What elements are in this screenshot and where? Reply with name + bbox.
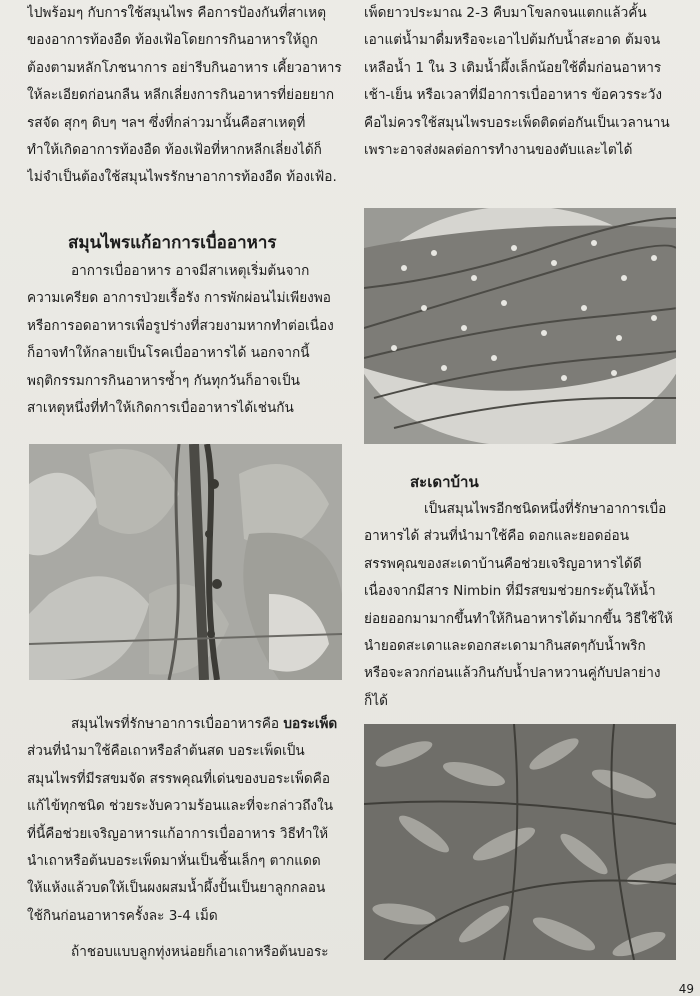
boraphet-vine-photo (29, 444, 342, 680)
text-line: สรรพคุณของสะเดาบ้านคือช่วยเจริญอาหารได้ดี (364, 555, 642, 572)
text-line: เป็นสมุนไพรอีกชนิดหนึ่งที่รักษาอาการเบื่อ (424, 501, 667, 517)
boraphet-intro-text: สมุนไพรที่รักษาอาการเบื่ออาหารคือ (71, 716, 284, 732)
text-line: หรือจะลวกก่อนแล้วกินกับน้ำปลาหวานคู่กับปลาย่าง (364, 665, 661, 682)
text-line: ความเครียด อาการป่วยเรื้อรัง การพักผ่อนไม่เพียงพอ (27, 290, 331, 307)
page-number: 49 (678, 982, 694, 996)
section-heading-sadao: สะเดาบ้าน (410, 473, 479, 491)
text-line: เพราะอาจส่งผลต่อการทำงานของตับและไตได้ (364, 142, 633, 159)
text-line: อาการเบื่ออาหาร อาจมีสาเหตุเริ่มต้นจาก (71, 263, 310, 279)
text-line: ถ้าชอบแบบลูกทุ่งหน่อยก็เอาเถาหรือต้นบอระ (71, 944, 329, 961)
text-line: แก้ไข้ทุกชนิด ช่วยระงับความร้อนและที่จะกล่าวถึงใน (27, 798, 333, 815)
text-line: พฤติกรรมการกินอาหารซ้ำๆ กันทุกวันก็อาจเป็น (27, 372, 300, 389)
text-line: ทำให้เกิดอาการท้องอืด ท้องเฟ้อที่หากหลีกเลี่ยงได้ก็ (27, 142, 322, 159)
text-line: เนื่องจากมีสาร Nimbin ที่มีรสขมช่วยกระตุ้นให้น้ำ (364, 583, 656, 600)
text-line: รสจัด สุกๆ ดิบๆ ฯลฯ ซึ่งที่กล่าวมานั้นคือสาเหตุที่ (27, 114, 306, 131)
text-line: คือไม่ควรใช้สมุนไพรบอระเพ็ดติดต่อกันเป็นเวลานาน (364, 114, 670, 131)
text-line: ก็ได้ (364, 692, 388, 709)
text-line: ไปพร้อมๆ กับการใช้สมุนไพร คือการป้องกันที่สาเหตุ (27, 5, 327, 21)
text-line: สมุนไพรที่มีรสขมจัด สรรพคุณที่เด่นของบอระเพ็ดคือ (27, 770, 331, 787)
boraphet-name: บอระเพ็ด (283, 716, 338, 732)
text-line: เอาแต่น้ำมาดื่มหรือจะเอาไปต้มกับน้ำสะอาด ต้มจน (364, 32, 661, 49)
section-heading-appetite-loss: สมุนไพรแก้อาการเบื่ออาหาร (68, 233, 277, 253)
text-line: ให้แห้งแล้วบดให้เป็นผงผสมน้ำผึ้งปั้นเป็นยาลูกกลอน (27, 880, 326, 897)
text-line: ก็อาจทำให้กลายเป็นโรคเบื่ออาหารได้ นอกจากนี้ (27, 345, 310, 362)
intro-paragraph (27, 0, 345, 192)
text-line: ส่วนที่นำมาใช้คือเถาหรือลำต้นสด บอระเพ็ดเป็น (27, 743, 305, 760)
sadao-flower-photo (364, 208, 676, 444)
text-line: เช้า-เย็น หรือเวลาที่มีอาการเบื่ออาหาร ข้อควรระวัง (364, 87, 663, 104)
text-line (27, 711, 345, 738)
text-line: ให้ละเอียดก่อนกลืน หลีกเลี่ยงการกินอาหารที่ย่อยยาก (27, 87, 335, 104)
sadao-paragraph (364, 496, 682, 715)
appetite-loss-paragraph (27, 258, 345, 422)
text-line: ใช้กินก่อนอาหารครั้งละ 3-4 เม็ด (27, 907, 218, 924)
text-line: เหลือน้ำ 1 ใน 3 เติมน้ำผึ้งเล็กน้อยใช้ดื่มก่อนอาหาร (364, 59, 662, 76)
text-line: ที่นี้คือช่วยเจริญอาหารแก้อาการเบื่ออาหาร วิธีทำให้ (27, 825, 329, 842)
text-line: นำเถาหรือต้นบอระเพ็ดมาหั่นเป็นชิ้นเล็กๆ ตากแดด (27, 853, 321, 870)
text-line: นำยอดสะเดาและดอกสะเดามากินสดๆกับน้ำพริก (364, 638, 646, 655)
text-line: ไม่จำเป็นต้องใช้สมุนไพรรักษาอาการท้องอืด ท้องเฟ้อ. (27, 169, 337, 186)
text-line: สาเหตุหนึ่งที่ทำให้เกิดการเบื่ออาหารได้เช่นกัน (27, 400, 294, 417)
text-line: อาหารได้ ส่วนที่นำมาใช้คือ ดอกและยอดอ่อน (364, 528, 630, 545)
text-line: ย่อยออกมามากขึ้นทำให้กินอาหารได้มากขึ้น วิธีใช้ให้ (364, 610, 673, 627)
text-line: หรือการอดอาหารเพื่อรูปร่างที่สวยงามหากทำต่อเนื่อง (27, 317, 334, 334)
boraphet-paragraph (27, 711, 345, 967)
text-line: ของอาการท้องอืด ท้องเฟ้อโดยการกินอาหารให้ถูก (27, 32, 318, 49)
text-line: เพ็ดยาวประมาณ 2-3 คืบมาโขลกจนแตกแล้วคั้น (364, 5, 647, 21)
sadao-tree-photo (364, 724, 676, 960)
boraphet-continued-paragraph (364, 0, 682, 164)
text-line: ต้องตามหลักโภชนาการ อย่ารีบกินอาหาร เคี้ยวอาหาร (27, 59, 342, 76)
